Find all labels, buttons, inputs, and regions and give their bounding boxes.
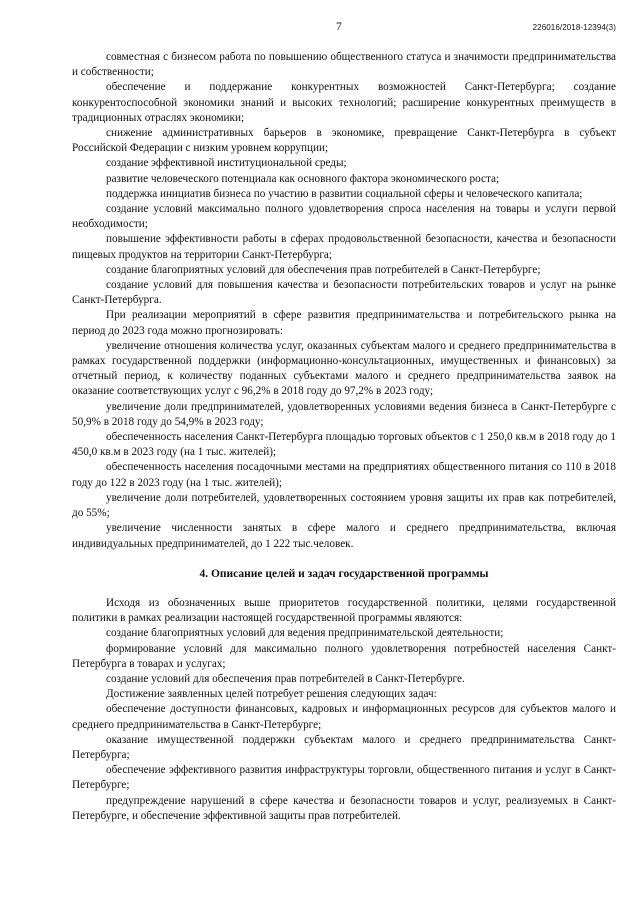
paragraph: Достижение заявленных целей потребует решения следующих задач: <box>106 688 437 701</box>
paragraph: обеспечение эффективного развития инфраструктуры торговли, общественного питания и услуг в Санкт-Петербурге; <box>72 764 616 792</box>
document-body <box>72 50 616 824</box>
paragraph: предупреждение нарушений в сфере качества и безопасности товаров и услуг, реализуемых в Санкт-Петербурге, и обеспечение эффективной защиты прав потребителей. <box>72 794 616 822</box>
paragraph: увеличение доли потребителей, удовлетворенных состоянием уровня защиты их прав как потребителей, до 55%; <box>72 491 616 520</box>
document-id: 226016/2018-12394(3) <box>532 23 616 32</box>
paragraph: поддержка инициатив бизнеса по участию в развитии социальной сферы и человеческого капитала; <box>106 187 583 200</box>
page-header <box>0 20 640 36</box>
section-title: 4. Описание целей и задач государственной программы <box>199 567 489 580</box>
paragraph: увеличение отношения количества услуг, оказанных субъектам малого и среднего предпринимательства в рамках государственной поддержки (информационно-консультационных, имущественных и финансовых) за отчетный период, к количеству поданных субъектами малого и среднего предпринимательства заявок на оказание соответствующих услуг с 96,2% в 2018 году до 97,2% в 2023 году; <box>72 339 616 398</box>
paragraph: создание благоприятных условий для ведения предпринимательской деятельности; <box>106 627 504 640</box>
paragraph: совместная с бизнесом работа по повышению общественного статуса и значимости предпринимательства и собственности; <box>72 51 616 79</box>
paragraph: Исходя из обозначенных выше приоритетов государственной политики, целями государственной политики в рамках реализации настоящей государственной программы являются: <box>72 596 616 625</box>
paragraph: формирование условий для максимально полного удовлетворения потребностей населения Санкт-Петербурга в товарах и услугах; <box>72 642 616 670</box>
paragraph: увеличение доли предпринимателей, удовлетворенных условиями ведения бизнеса в Санкт-Петербурге с 50,9% в 2018 году до 54,9% в 2023 году; <box>72 400 616 428</box>
paragraph: создание эффективной институциональной среды; <box>106 157 347 170</box>
paragraph: оказание имущественной поддержки субъектам малого и среднего предпринимательства Санкт-Петербурга; <box>72 733 616 761</box>
paragraph: обеспеченность населения посадочными местами на предприятиях общественного питания со 110 в 2018 году до 122 в 2023 году (на 1 тыс. жителей); <box>72 461 616 489</box>
paragraph: создание благоприятных условий для обеспечения прав потребителей в Санкт-Петербурге; <box>106 263 541 276</box>
paragraph: обеспечение доступности финансовых, кадровых и информационных ресурсов для субъектов малого и среднего предпринимательства в Санкт-Петербурге; <box>72 703 616 731</box>
paragraph: обеспечение и поддержание конкурентных возможностей Санкт-Петербурга; создание конкурентоспособной экономики знаний и высоких технологий; расширение конкурентных преимуществ в традиционных отраслях экономики; <box>72 81 616 124</box>
paragraph: создание условий для повышения качества и безопасности потребительских товаров и услуг на рынке Санкт-Петербурга. <box>72 279 616 307</box>
paragraph: снижение административных барьеров в экономике, превращение Санкт-Петербурга в субъект Российской Федерации с низким уровнем коррупции; <box>72 127 616 155</box>
paragraph: При реализации мероприятий в сфере развития предпринимательства и потребительского рынка на период до 2023 года можно прогнозировать: <box>72 309 616 337</box>
page-number: 7 <box>336 21 342 33</box>
paragraph: повышение эффективности работы в сферах продовольственной безопасности, качества и безопасности пищевых продуктов на территории Санкт-Петербурга; <box>72 233 616 261</box>
paragraph: создание условий максимально полного удовлетворения спроса населения на товары и услуги первой необходимости; <box>72 203 616 231</box>
paragraph: создание условий для обеспечения прав потребителей в Санкт-Петербурге. <box>106 672 465 685</box>
paragraph: обеспеченность населения Санкт-Петербурга площадью торговых объектов с 1 250,0 кв.м в 2018 году до 1 450,0 кв.м в 2023 году (на 1 тыс. жителей); <box>72 431 616 459</box>
paragraph: увеличение численности занятых в сфере малого и среднего предпринимательства, включая индивидуальных предпринимателей, до 1 222 тыс.человек. <box>72 522 616 550</box>
paragraph: развитие человеческого потенциала как основного фактора экономического роста; <box>106 172 500 185</box>
